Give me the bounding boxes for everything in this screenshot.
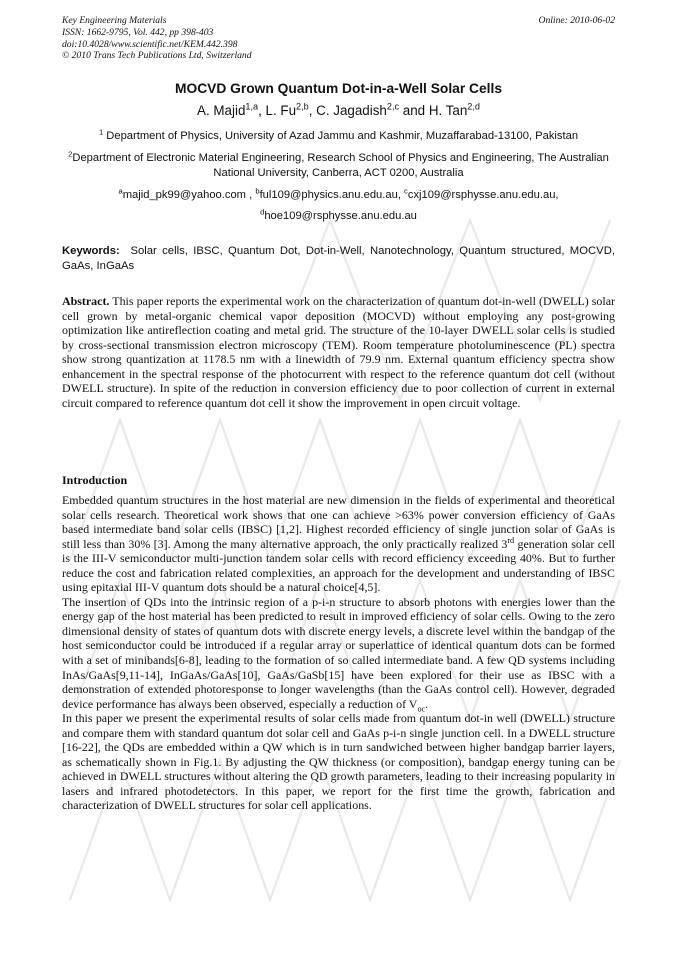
keywords-label: Keywords:: [62, 245, 120, 257]
paragraph: In this paper we present the experimental results of solar cells made from quantum dot-in well (DWELL) structure and compare them with standard quantum dot solar cell and GaAs p-i-n single junction cell. In a DWELL structure [16-22], the QDs are embedded within a QW which is in turn sandwiched between higher bandgap barrier layers, as schematically shown in Fig.1. By adjusting the QW thickness (or composition), bandgap energy tuning can be achieved in DWELL structures without altering the QD growth parameters, leading to their increasing popularity in lasers and infrared photodetectors. In this paper, we report for the first time the growth, fabrication and characterization of DWELL structures for solar cell applications.: [62, 711, 615, 813]
author: H. Tan$^{2,d}$: [428, 101, 480, 118]
author: L. Fu$^{2,b}$,: [265, 101, 317, 118]
abstract-text: This paper reports the experimental work on the characterization of quantum dot-in-well (DWELL) solar cell grown by metal-organic chemical vapor deposition (MOCVD) without employing any post-growing optimization like antireflection coating and metal grid. The structure of the 10-layer DWELL solar cells is studied by cross-sectional transmission electron microscopy (TEM). Room temperature photoluminescence (PL) spectra show strong quantization at 1178.5 nm with a linewidth of 79.9 nm. External quantum efficiency spectra show enhancement in the spectral response of the photocurrent with respect to the reference quantum dot cell (without DWELL structure). In spite of the reduction in conversion efficiency due to poor collection of current in external circuit compared to reference quantum dot cell it show the improvement in open circuit voltage.: [62, 294, 615, 410]
keywords-text: Solar cells, IBSC, Quantum Dot, Dot-in-Well, Nanotechnology, Quantum structured, MOCVD, GaAs, InGaAs: [62, 245, 615, 272]
author: C. Jagadish$^{2,c}$ and: [316, 101, 429, 118]
journal-doi: doi:10.4028/www.scientific.net/KEM.442.398: [62, 38, 238, 50]
email-list: $^a$majid_pk99@yahoo.com , $^b$ful109@physics.anu.edu.au, $^c$cxj109@rsphysse.anu.edu.au,: [118, 186, 559, 201]
journal-header: [62, 15, 422, 62]
abstract: [62, 294, 615, 410]
affiliation-1: $^1$ Department of Physics, University of Azad Jammu and Kashmir, Muzaffarabad-13100, Pakistan: [98, 127, 579, 142]
email[interactable]: $^d$hoe109@rsphysse.anu.edu.au: [260, 207, 417, 222]
email-line-2: [62, 209, 615, 224]
abstract-label: Abstract.: [62, 294, 110, 308]
journal-issn: ISSN: 1662-9795, Vol. 442, pp 398-403: [62, 26, 214, 38]
paragraph: The insertion of QDs into the intrinsic region of a p-i-n structure to absorb photons with energies lower than the energy gap of the host material has been predicted to result in improved efficiency of solar cells. Owing to the zero dimensional density of states of quantum dots with discrete energy levels, a discrete level within the bandgap of the host semiconductor could be introduced if a regular array or superlattice of identical quantum dots can be formed with a set of minibands[6-8], leading to the formation of so called intermediate band. A few QD systems including InAs/GaAs[9,11-14], InGaAs/GaAs[10], GaAs/GaSb[15] have been explored for their use as IBSC with a demonstration of extended photoresponse to longer wavelengths (than the GaAs control cell). However, degraded device performance has always been observed, especially a reduction of $V_{oc}$.: [62, 594, 615, 714]
email[interactable]: $^b$ful109@physics.anu.edu.au: [255, 186, 398, 201]
author-list: [62, 102, 615, 119]
author: A. Majid$^{1,a}$,: [197, 101, 266, 118]
keywords: [62, 244, 615, 273]
paper-title: MOCVD Grown Quantum Dot-in-a-Well Solar Cells: [174, 81, 503, 96]
email[interactable]: $^c$cxj109@rsphysse.anu.edu.au: [404, 186, 556, 201]
journal-copyright: © 2010 Trans Tech Publications Ltd, Switzerland: [62, 50, 252, 62]
paragraph: Embedded quantum structures in the host material are new dimension in the fields of experimental and theoretical solar cells research. Theoretical work shows that one can achieve >63% power conversion efficiency of GaAs based intermediate band solar cells (IBSC) [1,2]. Highest recorded efficiency of single junction solar of GaAs is still less than 30% [3]. Among the many alternative approach, the only practically realized 3rd generation solar cell is the III-V semiconductor multi-junction tandem solar cells with record efficiency exceeding 40%. But to further reduce the cost and fabrication related complexities, an approach for the development and understanding of IBSC using epitaxial III-V quantum dots should be a natural choice[4,5].: [62, 493, 615, 595]
email[interactable]: $^a$majid_pk99@yahoo.com: [118, 186, 247, 201]
journal-name: Key Engineering Materials: [62, 15, 167, 26]
affiliation-2: $^2$Department of Electronic Material Engineering, Research School of Physics and Engineering, The Australian National University, Canberra, ACT 0200, Australia: [68, 149, 609, 179]
introduction-body: [62, 493, 615, 813]
section-heading-introduction: Introduction: [62, 473, 128, 487]
online-date: Online: 2010-06-02: [538, 15, 615, 26]
